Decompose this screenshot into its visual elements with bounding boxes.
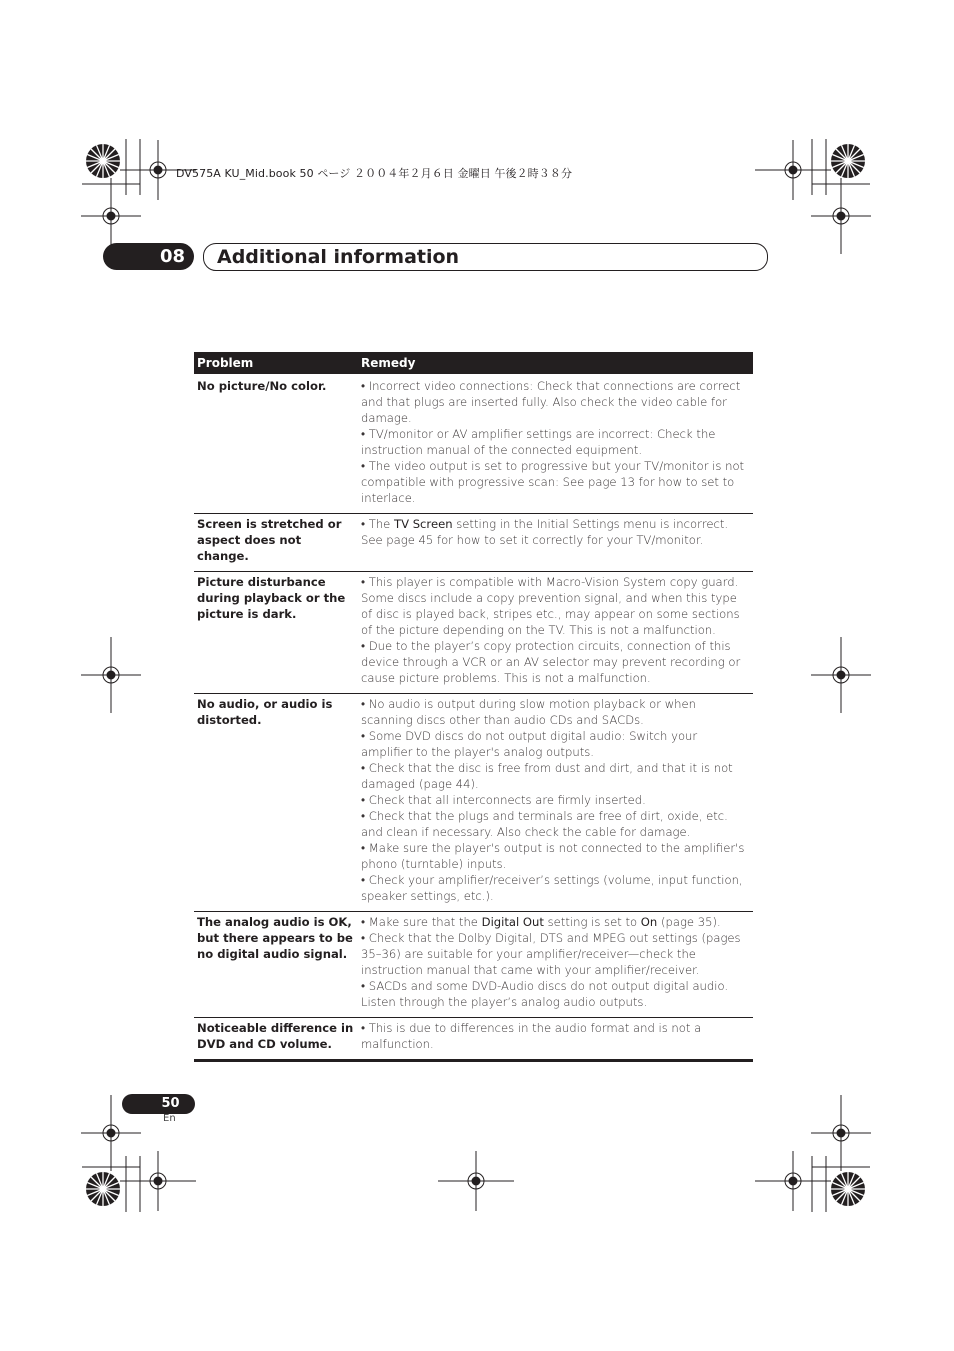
remedy-line: • This is due to differences in the audio format and is not a malfunction. bbox=[361, 1021, 702, 1051]
setting-name: TV Screen bbox=[394, 517, 453, 531]
remedy-line: • This player is compatible with Macro-Vision System copy guard. Some discs include a copy prevention signal, and when this type of disc is played back, stripes etc., may appear on some sections of the picture depending on the TV. This is not a malfunction. bbox=[361, 575, 740, 637]
problem-cell: Picture disturbance during playback or the picture is dark. bbox=[194, 572, 358, 694]
remedy-line: • SACDs and some DVD-Audio discs do not output digital audio. Listen through the player’s analog audio outputs. bbox=[361, 979, 729, 1009]
remedy-text: setting in the Initial Settings menu is incorrect. See page 45 for how to set it correctly for your TV/monitor. bbox=[361, 517, 729, 547]
problem-cell: Noticeable difference in DVD and CD volume. bbox=[194, 1018, 358, 1061]
remedy-text: setting is set to bbox=[543, 915, 641, 929]
header-problem: Problem bbox=[194, 352, 358, 374]
table-row bbox=[194, 374, 753, 514]
table-row bbox=[194, 514, 753, 572]
print-header: DV575A KU_Mid.book 50 ページ ２００４年２月６日 金曜日 午後２時３８分 bbox=[176, 167, 573, 180]
header-remedy: Remedy bbox=[358, 352, 753, 374]
remedy-line: • Incorrect video connections: Check that connections are correct and that plugs are inserted fully. Also check the video cable for damage. bbox=[361, 379, 741, 425]
remedy-line: • Due to the player’s copy protection circuits, connection of this device through a VCR or an AV selector may prevent recording or cause picture problems. This is not a malfunction. bbox=[361, 639, 741, 685]
remedy-line: • Check that all interconnects are firmly inserted. bbox=[361, 793, 646, 807]
troubleshooting-table bbox=[194, 352, 753, 1062]
page-language: En bbox=[163, 1113, 176, 1124]
chapter-title: Additional information bbox=[217, 246, 460, 268]
page-number-badge: 50 bbox=[122, 1094, 195, 1114]
remedy-text: • The bbox=[361, 517, 394, 531]
remedy-line: • Check that the disc is free from dust and dirt, and that it is not damaged (page 44). bbox=[361, 761, 733, 791]
remedy-line bbox=[361, 516, 750, 548]
chapter-number-badge: 08 bbox=[103, 243, 194, 270]
remedy-cell bbox=[358, 374, 753, 514]
table-header-row bbox=[194, 352, 753, 374]
remedy-line: • TV/monitor or AV amplifier settings are incorrect: Check the instruction manual of the connected equipment. bbox=[361, 427, 716, 457]
remedy-cell bbox=[358, 572, 753, 694]
remedy-line: • Check that the plugs and terminals are free of dirt, oxide, etc. and clean if necessary. Also check the cable for damage. bbox=[361, 809, 728, 839]
remedy-line: • No audio is output during slow motion playback or when scanning discs other than audio CDs and SACDs. bbox=[361, 697, 697, 727]
remedy-line: • Some DVD discs do not output digital audio: Switch your amplifier to the player's analog outputs. bbox=[361, 729, 698, 759]
problem-cell: No picture/No color. bbox=[197, 379, 327, 393]
table-row bbox=[194, 572, 753, 694]
chapter-title-box bbox=[203, 243, 768, 271]
remedy-text: (page 35). bbox=[657, 915, 721, 929]
remedy-line: • The video output is set to progressive but your TV/monitor is not compatible with progressive scan: See page 13 for how to set to interlace. bbox=[361, 459, 745, 505]
setting-name: Digital Out bbox=[481, 915, 544, 929]
remedy-cell bbox=[358, 1018, 753, 1061]
problem-cell: Screen is stretched or aspect does not change. bbox=[194, 514, 358, 572]
problem-cell: The analog audio is OK, but there appears to be no digital audio signal. bbox=[194, 912, 358, 1018]
table-row bbox=[194, 1018, 753, 1061]
remedy-cell bbox=[358, 912, 753, 1018]
remedy-cell bbox=[358, 514, 753, 572]
remedy-text: • Make sure that the bbox=[361, 915, 482, 929]
remedy-line: • Make sure the player's output is not connected to the amplifier's phono (turntable) inputs. bbox=[361, 841, 745, 871]
problem-cell: No audio, or audio is distorted. bbox=[194, 694, 358, 912]
table-row bbox=[194, 694, 753, 912]
setting-value: On bbox=[640, 915, 658, 929]
remedy-cell bbox=[358, 694, 753, 912]
remedy-line: • Check that the Dolby Digital, DTS and MPEG out settings (pages 35–36) are suitable for your amplifier/receiver—check the instruction manual that came with your amplifier/receiver. bbox=[361, 931, 741, 977]
remedy-line: • Check your amplifier/receiver’s settings (volume, input function, speaker settings, etc.). bbox=[361, 873, 743, 903]
remedy-line bbox=[361, 914, 750, 930]
table-row bbox=[194, 912, 753, 1018]
